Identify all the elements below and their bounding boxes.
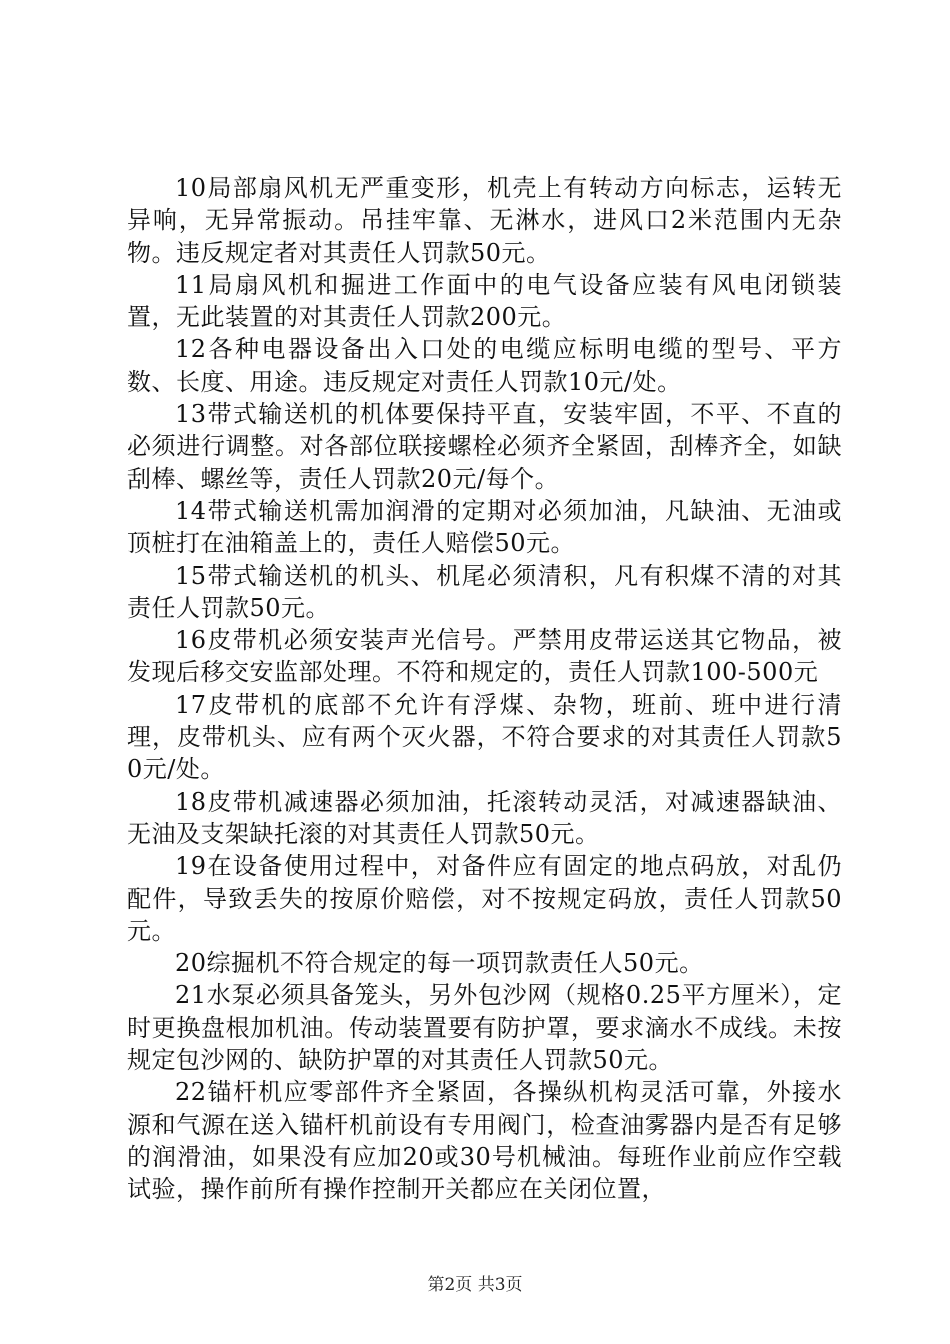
paragraph-20: 20综掘机不符合规定的每一项罚款责任人50元。 <box>175 949 704 978</box>
paragraph-21: 21水泵必须具备笼头，另外包沙网（规格0.25平方厘米），定时更换盘根加机油。传动装置要有防护罩，要求滴水不成线。未按规定包沙网的、缺防护罩的对其责任人罚款50元。 <box>127 981 842 1075</box>
paragraph-13: 13带式输送机的机体要保持平直，安装牢固，不平、不直的必须进行调整。对各部位联接螺栓必须齐全紧固，刮棒齐全，如缺刮棒、螺丝等，责任人罚款20元/每个。 <box>127 400 842 493</box>
page-number: 第2页 <box>427 1275 473 1295</box>
paragraph-17: 17皮带机的底部不允许有浮煤、杂物，班前、班中进行清理，皮带机头、应有两个灭火器，不符合要求的对其责任人罚款50元/处。 <box>127 690 842 784</box>
page-total: 共3页 <box>477 1275 523 1295</box>
document-body <box>127 172 842 1206</box>
paragraph-16: 16皮带机必须安装声光信号。严禁用皮带运送其它物品，被发现后移交安监部处理。不符和规定的，责任人罚款100-500元 <box>127 626 842 687</box>
paragraph-11: 11局扇风机和掘进工作面中的电气设备应装有风电闭锁装置，无此装置的对其责任人罚款200元。 <box>127 270 842 332</box>
paragraph-18: 18皮带机减速器必须加油，托滚转动灵活，对减速器缺油、无油及支架缺托滚的对其责任人罚款50元。 <box>127 787 842 848</box>
page-footer <box>0 1274 950 1296</box>
paragraph-12: 12各种电器设备出入口处的电缆应标明电缆的型号、平方数、长度、用途。违反规定对责任人罚款10元/处。 <box>127 335 842 396</box>
paragraph-19: 19在设备使用过程中，对备件应有固定的地点码放，对乱仍配件，导致丢失的按原价赔偿，对不按规定码放，责任人罚款50元。 <box>127 852 842 945</box>
paragraph-22: 22锚杆机应零部件齐全紧固，各操纵机构灵活可靠，外接水源和气源在送入锚杆机前设有专用阀门，检查油雾器内是否有足够的润滑油，如果没有应加20或30号机械油。每班作业前应作空载试验，操作前所有操作控制开关都应在关闭位置， <box>127 1078 842 1204</box>
paragraph-14: 14带式输送机需加润滑的定期对必须加油，凡缺油、无油或顶桩打在油箱盖上的，责任人赔偿50元。 <box>127 496 842 558</box>
paragraph-10: 10局部扇风机无严重变形，机壳上有转动方向标志，运转无异响，无异常振动。吊挂牢靠、无淋水，进风口2米范围内无杂物。违反规定者对其责任人罚款50元。 <box>127 174 842 267</box>
paragraph-15: 15带式输送机的机头、机尾必须清积，凡有积煤不清的对其责任人罚款50元。 <box>127 561 842 622</box>
